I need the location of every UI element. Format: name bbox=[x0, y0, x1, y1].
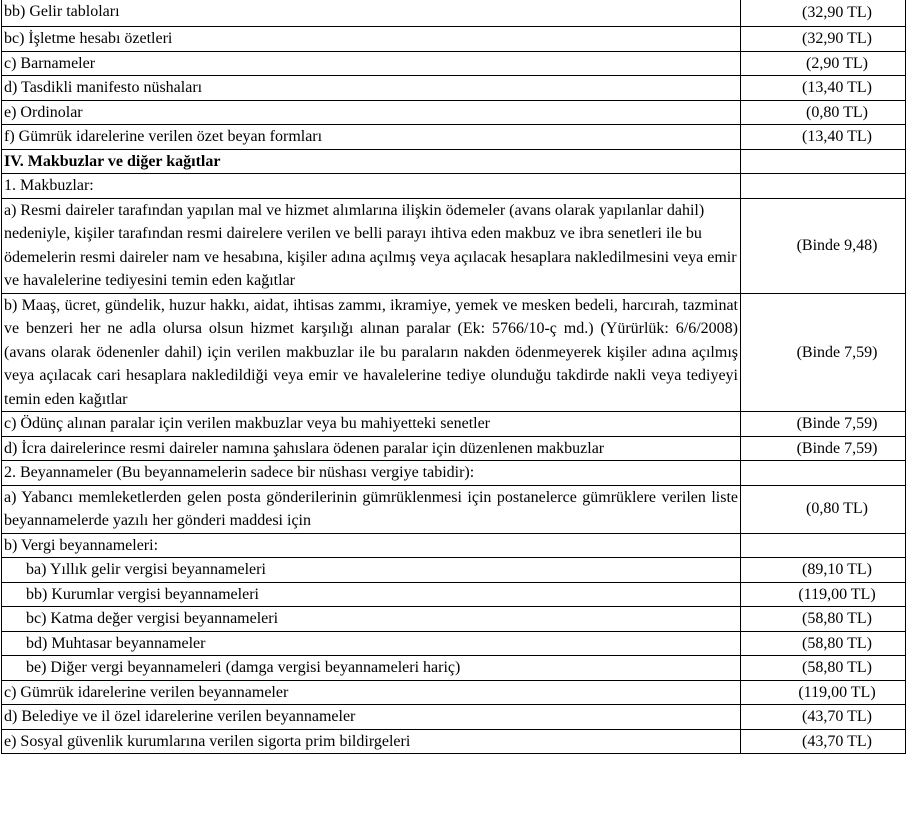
table-row bbox=[2, 76, 906, 101]
table-row bbox=[2, 705, 906, 730]
table-row bbox=[2, 125, 906, 150]
row-description: c) Ödünç alınan paralar için verilen makbuzlar veya bu mahiyetteki senetler bbox=[2, 412, 741, 437]
table-row bbox=[2, 485, 906, 533]
row-description: bc) Katma değer vergisi beyannameleri bbox=[2, 607, 741, 632]
table-row bbox=[2, 436, 906, 461]
table-row bbox=[2, 680, 906, 705]
row-description: f) Gümrük idarelerine verilen özet beyan formları bbox=[2, 125, 741, 150]
row-amount bbox=[741, 174, 906, 199]
row-amount: (2,90 TL) bbox=[741, 51, 906, 76]
row-amount: (Binde 7,59) bbox=[741, 412, 906, 437]
subsection-heading: 2. Beyannameler (Bu beyannamelerin sadece bir nüshası vergiye tabidir): bbox=[2, 461, 741, 486]
table-row bbox=[2, 461, 906, 486]
row-amount bbox=[741, 461, 906, 486]
row-description: be) Diğer vergi beyannameleri (damga vergisi beyannameleri hariç) bbox=[2, 656, 741, 681]
row-description: e) Sosyal güvenlik kurumlarına verilen sigorta prim bildirgeleri bbox=[2, 729, 741, 754]
row-amount: (58,80 TL) bbox=[741, 631, 906, 656]
row-description: b) Vergi beyannameleri: bbox=[2, 533, 741, 558]
row-amount: (32,90 TL) bbox=[741, 27, 906, 52]
row-description: bb) Kurumlar vergisi beyannameleri bbox=[2, 582, 741, 607]
row-description: d) Belediye ve il özel idarelerine verilen beyannameler bbox=[2, 705, 741, 730]
table-row bbox=[2, 100, 906, 125]
row-description: d) İcra dairelerince resmi daireler namına şahıslara ödenen paralar için düzenlenen makbuzlar bbox=[2, 436, 741, 461]
row-amount: (0,80 TL) bbox=[741, 100, 906, 125]
row-amount: (13,40 TL) bbox=[741, 76, 906, 101]
table-row bbox=[2, 729, 906, 754]
subsection-heading: 1. Makbuzlar: bbox=[2, 174, 741, 199]
row-amount: (Binde 9,48) bbox=[741, 198, 906, 293]
table-row bbox=[2, 198, 906, 293]
table-row bbox=[2, 174, 906, 199]
row-description: a) Resmi daireler tarafından yapılan mal ve hizmet alımlarına ilişkin ödemeler (avans olarak yapılanlar dahil) nedeniyle, kişiler tarafından resmi dairelere verilen ve belli parayı ihtiva eden makbuz ve ibra senetleri ile bu ödemelerin resmi daireler nam ve hesabına, kişiler adına açılmış veya açılacak hesaplara nakledilmesini veya emir ve havalelerine tediyesini temin eden kağıtlar bbox=[2, 198, 741, 293]
row-amount: (43,70 TL) bbox=[741, 705, 906, 730]
table-row bbox=[2, 27, 906, 52]
row-amount: (43,70 TL) bbox=[741, 729, 906, 754]
table-row bbox=[2, 51, 906, 76]
row-description: c) Gümrük idarelerine verilen beyannameler bbox=[2, 680, 741, 705]
row-amount: (0,80 TL) bbox=[741, 485, 906, 533]
row-amount: (Binde 7,59) bbox=[741, 436, 906, 461]
row-amount: (119,00 TL) bbox=[741, 680, 906, 705]
table-row bbox=[2, 533, 906, 558]
section-heading: IV. Makbuzlar ve diğer kağıtlar bbox=[2, 149, 741, 174]
table-row bbox=[2, 607, 906, 632]
table-row bbox=[2, 412, 906, 437]
section-heading-row bbox=[2, 149, 906, 174]
row-amount bbox=[741, 533, 906, 558]
table-row bbox=[2, 631, 906, 656]
row-amount: (119,00 TL) bbox=[741, 582, 906, 607]
table-row bbox=[2, 656, 906, 681]
row-description: c) Barnameler bbox=[2, 51, 741, 76]
row-amount: (Binde 7,59) bbox=[741, 293, 906, 412]
row-description: bd) Muhtasar beyannameler bbox=[2, 631, 741, 656]
row-description: a) Yabancı memleketlerden gelen posta gönderilerinin gümrüklenmesi için postanelerce gümrüklere verilen liste beyannamelerde yazılı her gönderi maddesi için bbox=[2, 485, 741, 533]
row-amount: (32,90 TL) bbox=[741, 0, 906, 27]
table-row bbox=[2, 582, 906, 607]
row-description: bc) İşletme hesabı özetleri bbox=[2, 27, 741, 52]
row-description: d) Tasdikli manifesto nüshaları bbox=[2, 76, 741, 101]
table-row bbox=[2, 558, 906, 583]
table-row bbox=[2, 293, 906, 412]
row-amount bbox=[741, 149, 906, 174]
row-amount: (13,40 TL) bbox=[741, 125, 906, 150]
row-description: bb) Gelir tabloları bbox=[2, 0, 741, 27]
fee-schedule-table bbox=[1, 0, 906, 754]
row-amount: (58,80 TL) bbox=[741, 607, 906, 632]
row-description: b) Maaş, ücret, gündelik, huzur hakkı, aidat, ihtisas zammı, ikramiye, yemek ve mesken bedeli, harcırah, tazminat ve benzeri her ne adla olursa olsun hizmet karşılığı alınan paralar (Ek: 5766/10-ç md.) (Yürürlük: 6/6/2008) (avans olarak ödenenler dahil) için verilen makbuzlar ile bu paraların nakden ödenmeyerek kişiler adına açılmış veya açılacak cari hesaplara nakledildiği veya emir ve havalelerine tediye olunduğu takdirde nakli veya tediyeyi temin eden kağıtlar bbox=[2, 293, 741, 412]
table-row bbox=[2, 0, 906, 27]
row-description: e) Ordinolar bbox=[2, 100, 741, 125]
row-description: ba) Yıllık gelir vergisi beyannameleri bbox=[2, 558, 741, 583]
row-amount: (58,80 TL) bbox=[741, 656, 906, 681]
row-amount: (89,10 TL) bbox=[741, 558, 906, 583]
